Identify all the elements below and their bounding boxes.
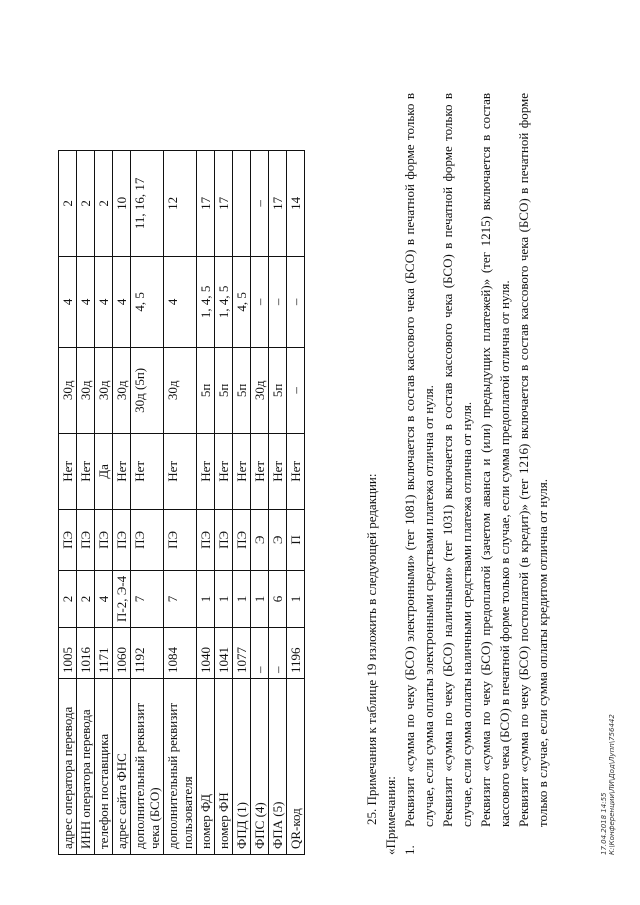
cell-print-version: 30д bbox=[113, 347, 131, 433]
cell-print-form: 1, 4, 5 bbox=[197, 256, 215, 347]
cell-required: Нет bbox=[233, 433, 251, 509]
table-row bbox=[131, 150, 164, 854]
cell-name: ФПА (5) bbox=[269, 679, 287, 855]
cell-format: 1 bbox=[287, 570, 305, 627]
cell-format: 7 bbox=[164, 570, 197, 627]
stamp-path: К:\Конференции\ЛИ\Дод\Лупп\756442 bbox=[608, 714, 616, 855]
table-row bbox=[233, 150, 251, 854]
cell-print-version: 30д bbox=[77, 347, 95, 433]
cell-format: 4 bbox=[95, 570, 113, 627]
cell-mark: Э bbox=[251, 509, 269, 570]
cell-mark: Э bbox=[269, 509, 287, 570]
cell-name: дополнительный реквизит пользователя bbox=[164, 679, 197, 855]
note-number: 1. bbox=[402, 845, 417, 855]
cell-length: 17 bbox=[197, 150, 215, 256]
notes-list bbox=[400, 93, 552, 855]
cell-required: Нет bbox=[164, 433, 197, 509]
table-row bbox=[251, 150, 269, 854]
cell-required: Нет bbox=[251, 433, 269, 509]
cell-required: Нет bbox=[287, 433, 305, 509]
cell-format: 2 bbox=[77, 570, 95, 627]
cell-tag: 1005 bbox=[59, 628, 77, 679]
cell-name: адрес сайта ФНС bbox=[113, 679, 131, 855]
cell-print-version: 30д bbox=[251, 347, 269, 433]
cell-length: 2 bbox=[59, 150, 77, 256]
cell-length: 12 bbox=[164, 150, 197, 256]
cell-required: Нет bbox=[77, 433, 95, 509]
cell-tag: 1084 bbox=[164, 628, 197, 679]
cell-print-form: 4 bbox=[95, 256, 113, 347]
cell-mark: ПЭ bbox=[233, 509, 251, 570]
cell-mark: ПЭ bbox=[197, 509, 215, 570]
cell-name: ИНН оператора перевода bbox=[77, 679, 95, 855]
cell-mark: ПЭ bbox=[215, 509, 233, 570]
cell-tag: 1077 bbox=[233, 628, 251, 679]
table-row bbox=[215, 150, 233, 854]
cell-print-form: 4 bbox=[59, 256, 77, 347]
cell-print-form: 4, 5 bbox=[233, 256, 251, 347]
cell-print-form: 1, 4, 5 bbox=[215, 256, 233, 347]
cell-print-version: 5п bbox=[233, 347, 251, 433]
cell-length: 17 bbox=[215, 150, 233, 256]
cell-name: дополнительный реквизит чека (БСО) bbox=[131, 679, 164, 855]
table-row bbox=[287, 150, 305, 854]
cell-tag: – bbox=[251, 628, 269, 679]
cell-tag: 1171 bbox=[95, 628, 113, 679]
cell-mark: ПЭ bbox=[77, 509, 95, 570]
cell-mark: ПЭ bbox=[59, 509, 77, 570]
cell-length: 10 bbox=[113, 150, 131, 256]
cell-tag: 1192 bbox=[131, 628, 164, 679]
cell-print-form: 4 bbox=[113, 256, 131, 347]
note-paragraph: Реквизит «сумма по чеку (БСО) наличными» (тег 1031) включается в состав кассового чека (БСО) в печатной форме только в случае, если сумма оплаты наличными средствами платежа отлична от нуля. bbox=[440, 93, 474, 827]
cell-name: телефон поставщика bbox=[95, 679, 113, 855]
cell-mark: ПЭ bbox=[164, 509, 197, 570]
cell-print-form: 4, 5 bbox=[131, 256, 164, 347]
cell-length: 11, 16, 17 bbox=[131, 150, 164, 256]
cell-length: 2 bbox=[77, 150, 95, 256]
requisites-table bbox=[58, 150, 305, 855]
cell-required: Да bbox=[95, 433, 113, 509]
cell-required: Нет bbox=[197, 433, 215, 509]
cell-tag: 1060 bbox=[113, 628, 131, 679]
cell-tag: 1041 bbox=[215, 628, 233, 679]
cell-required: Нет bbox=[269, 433, 287, 509]
table-row bbox=[77, 150, 95, 854]
cell-tag: 1016 bbox=[77, 628, 95, 679]
cell-print-version: 5п bbox=[197, 347, 215, 433]
cell-print-form: – bbox=[287, 256, 305, 347]
table-row bbox=[197, 150, 215, 854]
cell-format: П-2, Э-4 bbox=[113, 570, 131, 627]
cell-format: 7 bbox=[131, 570, 164, 627]
cell-name: адрес оператора перевода bbox=[59, 679, 77, 855]
cell-length: – bbox=[251, 150, 269, 256]
table-row bbox=[269, 150, 287, 854]
stamp-date: 17.04.2018 14:55 bbox=[600, 792, 608, 855]
notes-heading: «Примечания: bbox=[383, 776, 398, 855]
cell-format: 1 bbox=[197, 570, 215, 627]
note-paragraph: Реквизит «сумма по чеку (БСО) электронными» (тег 1081) включается в состав кассового чека (БСО) в печатной форме только в случае, если сумма оплаты электронными средствами платежа отлична от нуля. bbox=[402, 93, 436, 827]
cell-tag: 1196 bbox=[287, 628, 305, 679]
cell-tag: – bbox=[269, 628, 287, 679]
table-row bbox=[113, 150, 131, 854]
cell-mark: П bbox=[287, 509, 305, 570]
cell-length: 2 bbox=[95, 150, 113, 256]
print-stamp bbox=[600, 714, 616, 855]
cell-length: 17 bbox=[269, 150, 287, 256]
cell-print-form: – bbox=[269, 256, 287, 347]
note-paragraph: Реквизит «сумма по чеку (БСО) предоплатой (зачетом аванса и (или) предыдущих платежей)» (тег 1215) включается в состав кассового чека (БСО) в печатной форме только в случае, если сумма предоплатой отлична от нуля. bbox=[478, 93, 512, 827]
cell-name: ФПД (1) bbox=[233, 679, 251, 855]
table-row bbox=[95, 150, 113, 854]
cell-required: Нет bbox=[59, 433, 77, 509]
cell-required: Нет bbox=[215, 433, 233, 509]
cell-print-form: – bbox=[251, 256, 269, 347]
cell-print-version: 30д bbox=[59, 347, 77, 433]
cell-required: Нет bbox=[113, 433, 131, 509]
cell-name: ФПС (4) bbox=[251, 679, 269, 855]
cell-print-version: 30д bbox=[95, 347, 113, 433]
cell-name: номер ФН bbox=[215, 679, 233, 855]
cell-format: 1 bbox=[251, 570, 269, 627]
cell-print-form: 4 bbox=[77, 256, 95, 347]
note-item-1 bbox=[400, 93, 552, 855]
cell-format: 6 bbox=[269, 570, 287, 627]
cell-print-version: 5п bbox=[269, 347, 287, 433]
cell-format: 1 bbox=[233, 570, 251, 627]
cell-mark: ПЭ bbox=[113, 509, 131, 570]
cell-print-form: 4 bbox=[164, 256, 197, 347]
cell-length: 14 bbox=[287, 150, 305, 256]
note-paragraph: Реквизит «сумма по чеку (БСО) постоплатой (в кредит)» (тег 1216) включается в состав кассового чека (БСО) в печатной форме только в случае, если сумма оплаты кредитом отлична от нуля. bbox=[516, 93, 550, 827]
cell-required: Нет bbox=[131, 433, 164, 509]
cell-print-version: 30д bbox=[164, 347, 197, 433]
cell-print-version: – bbox=[287, 347, 305, 433]
cell-mark: ПЭ bbox=[95, 509, 113, 570]
cell-tag: 1040 bbox=[197, 628, 215, 679]
cell-format: 2 bbox=[59, 570, 77, 627]
requisites-table-body bbox=[59, 150, 305, 854]
cell-mark: ПЭ bbox=[131, 509, 164, 570]
table-row bbox=[164, 150, 197, 854]
cell-name: номер ФД bbox=[197, 679, 215, 855]
cell-print-version: 5п bbox=[215, 347, 233, 433]
cell-length bbox=[233, 150, 251, 256]
cell-name: QR-код bbox=[287, 679, 305, 855]
cell-print-version: 30д (5п) bbox=[131, 347, 164, 433]
table-row bbox=[59, 150, 77, 854]
amendment-paragraph-25: 25. Примечания к таблице 19 изложить в следующей редакции: bbox=[364, 473, 379, 825]
cell-format: 1 bbox=[215, 570, 233, 627]
